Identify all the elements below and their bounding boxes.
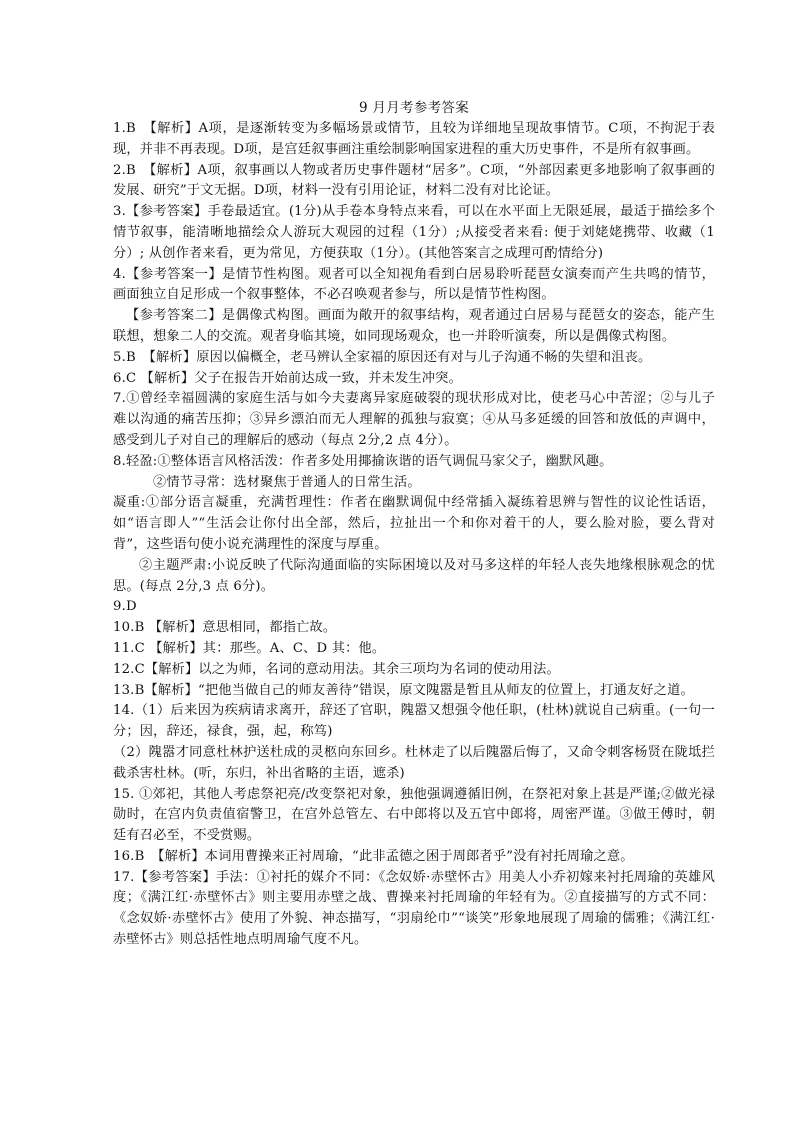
answer-8-light-2: ②情节寻常：选材聚焦于普通人的日常生活。 bbox=[153, 474, 421, 490]
answer-11: 11.C 【解析】其：那些。A、C、D 其：他。 bbox=[113, 640, 386, 656]
answer-14-2: （2）隗嚣才同意杜林护送杜成的灵柩向东回乡。杜林走了以后隗嚣后悔了，又命令刺客杨贤在陇坻拦截杀害杜林。(听，东归，补出省略的主语，遮杀) bbox=[113, 744, 715, 781]
answer-17: 17.【参考答案】手法：①衬托的媒介不同：《念奴娇·赤壁怀古》用美人小乔初嫁来衬托周瑜的英雄风度；《满江红·赤壁怀古》则主要用赤壁之战、曹操来衬托周瑜的年轻有为。②直接描写的方式不同：《念奴娇·赤壁怀古》使用了外貌、神态描写，“羽扇纶巾”“谈笑”形象地展现了周瑜的儒雅；《满江红·赤壁怀古》则总括性地点明周瑜气度不凡。 bbox=[113, 869, 715, 948]
answer-document bbox=[113, 98, 715, 951]
page-title: 9 月月考参考答案 bbox=[358, 100, 470, 116]
answer-12: 12.C【解析】以之为师，名词的意动用法。其余三项均为名词的使动用法。 bbox=[113, 661, 560, 677]
answer-8-heavy-2: ②主题严肃:小说反映了代际沟通面临的实际困境以及对马多这样的年轻人丧失地缘根脉观念的忧思。(每点 2分,3 点 6分)。 bbox=[113, 557, 715, 594]
answer-3: 3.【参考答案】手卷最适宜。(1分)从手卷本身特点来看，可以在水平面上无限延展，最适于描绘多个情节叙事，能清晰地描绘众人游玩大观园的过程（1分）;从接受者来看: 便于刘姥姥携带、收藏（1分）; 从创作者来看，更为常见，方便获取（1分）。(其他答案言之成理可酌情给分) bbox=[113, 204, 715, 261]
answer-9: 9.D bbox=[113, 599, 137, 615]
answer-8-heavy: 凝重:①部分语言凝重，充满哲理性：作者在幽默调侃中经常插入凝练着思辨与智性的议论性话语，如“语言即人”“生活会让你付出全部，然后，拉扯出一个和你对着干的人，要么脸对脸，要么背对背”，这些语句使小说充满理性的深度与厚重。 bbox=[113, 495, 715, 552]
answer-4-option-1: 4.【参考答案一】是情节性构图。观者可以全知视角看到白居易聆听琵琶女演奏而产生共鸣的情节，画面独立自足形成一个叙事整体，不必召唤观者参与，所以是情节性构图。 bbox=[113, 266, 715, 303]
answer-10: 10.B 【解析】意思相同，都指亡故。 bbox=[113, 620, 337, 636]
answer-7: 7.①曾经幸福圆满的家庭生活与如今夫妻离异家庭破裂的现状形成对比，使老马心中苦涩；②与儿子难以沟通的痛苦压抑；③异乡漂泊而无人理解的孤独与寂寞；④从马多延缓的回答和放低的声调中，感受到儿子对自己的理解后的感动（每点 2分,2 点 4分）。 bbox=[113, 391, 715, 448]
answer-2: 2.B 【解析】A项，叙事画以人物或者历史事件题材“居多”。C项，“外部因素更多地影响了叙事画的发展、研究”于文无据。D项，材料一没有引用论证，材料二没有对比论证。 bbox=[113, 162, 715, 199]
answer-1: 1.B 【解析】A项，是逐渐转变为多幅场景或情节，且较为详细地呈现故事情节。C项，不拘泥于表现，并非不再表现。D项，是宫廷叙事画注重绘制影响国家进程的重大历史事件，不是所有叙事画。 bbox=[113, 121, 715, 157]
answer-16: 16.B 【解析】本词用曹操来正衬周瑜，“此非孟德之困于周郎者乎”没有衬托周瑜之意。 bbox=[113, 848, 634, 864]
answer-5: 5.B 【解析】原因以偏概全，老马辨认全家福的原因还有对与儿子沟通不畅的失望和沮丧。 bbox=[113, 349, 652, 365]
answer-8-light: 8.轻盈:①整体语言风格活泼：作者多处用揶揄诙谐的语气调侃马家父子，幽默风趣。 bbox=[113, 453, 613, 469]
answer-13: 13.B【解析】“把他当做自己的师友善待”错误，原文隗嚣是暂且从师友的位置上，打通友好之道。 bbox=[113, 682, 694, 698]
answer-15: 15. ①郊祀，其他人考虑祭祀亮/改变祭祀对象，独他强调遵循旧例，在祭祀对象上甚是严谨;②做光禄勋时，在宫内负责值宿警卫，在宫外总管左、右中郎将以及五官中郎将，周密严谨。③做王傅时，朝廷有召必至，不受赏赐。 bbox=[113, 786, 715, 844]
answer-6: 6.C 【解析】父子在报告开始前达成一致，并未发生冲突。 bbox=[113, 370, 462, 386]
answer-14-1: 14.（1）后来因为疾病请求离开，辞还了官职，隗嚣又想强令他任职，(杜林)就说自己病重。(一句一分；因，辞还，禄食，强，起，称笃) bbox=[113, 703, 715, 740]
answer-4-option-2: 【参考答案二】是偶像式构图。画面为敞开的叙事结构，观者通过白居易与琵琶女的姿态，能产生联想，想象二人的交流。观者身临其境，如同现场观众，也一并聆听演奏，所以是偶像式构图。 bbox=[113, 308, 715, 344]
